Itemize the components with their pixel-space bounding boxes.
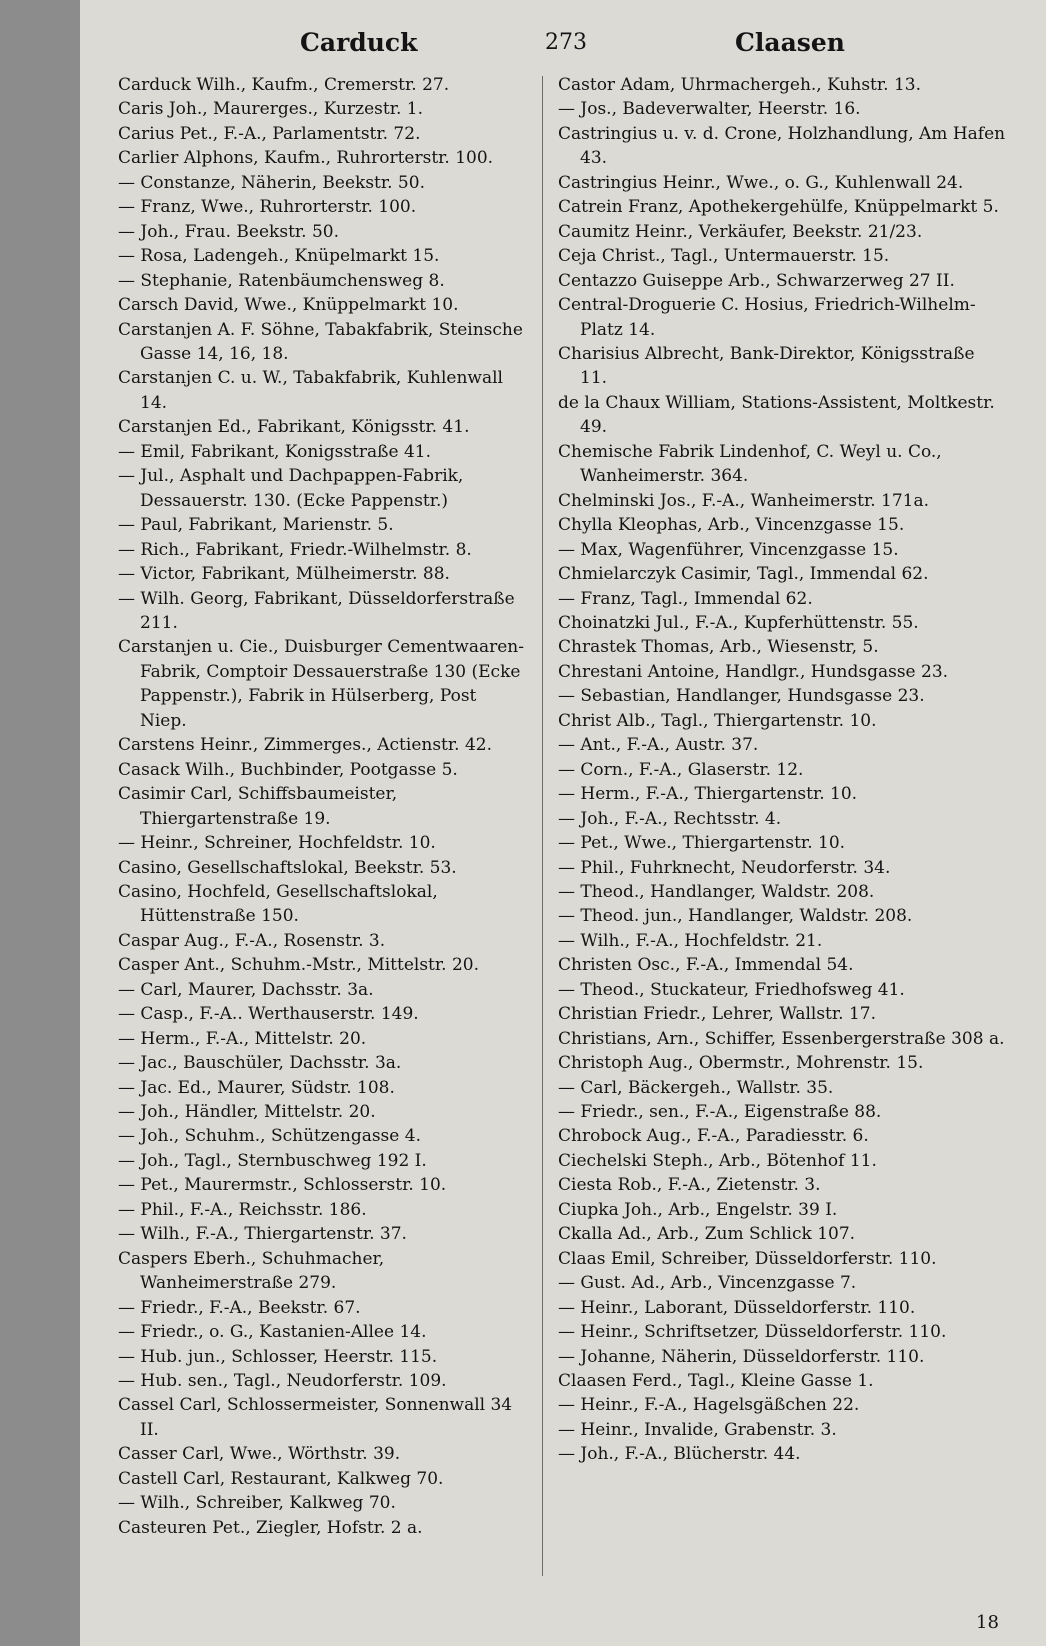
directory-entry: — Phil., F.-A., Reichsstr. 186. — [118, 1199, 367, 1220]
directory-entry: Ciupka Joh., Arb., Engelstr. 39 I. — [558, 1199, 838, 1220]
directory-entry: — Gust. Ad., Arb., Vincenzgasse 7. — [558, 1273, 857, 1294]
directory-entry: — Friedr., sen., F.-A., Eigenstraße 88. — [558, 1102, 882, 1123]
directory-entry: — Heinr., Laborant, Düsseldorferstr. 110. — [558, 1297, 916, 1318]
directory-entry: Carstanjen Ed., Fabrikant, Königsstr. 41. — [118, 417, 470, 438]
directory-entry: — Casp., F.-A.. Werthauserstr. 149. — [118, 1004, 419, 1025]
directory-entry: Casper Ant., Schuhm.-Mstr., Mittelstr. 20. — [118, 955, 479, 976]
signature-mark: 18 — [976, 1612, 999, 1633]
directory-entry: Ciesta Rob., F.-A., Zietenstr. 3. — [558, 1175, 821, 1196]
directory-entry: Chylla Kleophas, Arb., Vincenzgasse 15. — [558, 515, 905, 536]
directory-entry: Christians, Arn., Schiffer, Essenbergerstraße 308 a. — [558, 1028, 1005, 1049]
directory-entry: — Ant., F.-A., Austr. 37. — [558, 735, 759, 756]
directory-entry: Centazzo Guiseppe Arb., Schwarzerweg 27 II. — [558, 270, 955, 291]
directory-entry: — Constanze, Näherin, Beekstr. 50. — [118, 172, 425, 193]
directory-entry: Carius Pet., F.-A., Parlamentstr. 72. — [118, 123, 421, 144]
directory-entry: — Jac., Bauschüler, Dachsstr. 3a. — [118, 1053, 402, 1074]
directory-entry: — Rosa, Ladengeh., Knüpelmarkt 15. — [118, 246, 440, 267]
directory-entry: Casack Wilh., Buchbinder, Pootgasse 5. — [118, 759, 458, 780]
directory-entry: — Jac. Ed., Maurer, Südstr. 108. — [118, 1077, 395, 1098]
directory-entry: — Heinr., Schriftsetzer, Düsseldorferstr. 110. — [558, 1322, 947, 1343]
directory-entry: Choinatzki Jul., F.-A., Kupferhüttenstr. 55. — [558, 612, 919, 633]
directory-entry: Ciechelski Steph., Arb., Bötenhof 11. — [558, 1150, 877, 1171]
directory-entry: — Wilh. Georg, Fabrikant, Düsseldorferstraße 211. — [118, 588, 515, 633]
header-right-catchword: Claasen — [735, 28, 845, 57]
directory-entry: — Pet., Wwe., Thiergartenstr. 10. — [558, 833, 846, 854]
directory-entry: Castringius u. v. d. Crone, Holzhandlung, Am Hafen 43. — [558, 123, 1006, 169]
directory-entry: Castell Carl, Restaurant, Kalkweg 70. — [118, 1468, 444, 1489]
directory-entry: Castringius Heinr., Wwe., o. G., Kuhlenwall 24. — [558, 172, 964, 193]
directory-entry: Catrein Franz, Apothekergehülfe, Knüppelmarkt 5. — [558, 197, 999, 218]
directory-entry: — Joh., Frau. Beekstr. 50. — [118, 221, 339, 242]
directory-entry: Christoph Aug., Obermstr., Mohrenstr. 15. — [558, 1053, 924, 1074]
directory-entry: — Rich., Fabrikant, Friedr.-Wilhelmstr. 8. — [118, 539, 472, 560]
directory-entry: Carduck Wilh., Kaufm., Cremerstr. 27. — [118, 75, 450, 95]
directory-entry: Carstanjen A. F. Söhne, Tabakfabrik, Steinsche Gasse 14, 16, 18. — [118, 319, 523, 364]
directory-entry: Carstens Heinr., Zimmerges., Actienstr. 42. — [118, 735, 492, 756]
directory-entry: Charisius Albrecht, Bank-Direktor, Königsstraße 11. — [558, 343, 975, 389]
directory-entry: Claasen Ferd., Tagl., Kleine Gasse 1. — [558, 1371, 874, 1392]
directory-entry: — Joh., Tagl., Sternbuschweg 192 I. — [118, 1150, 427, 1171]
directory-entry: — Wilh., F.-A., Thiergartenstr. 37. — [118, 1224, 407, 1245]
directory-entry: — Franz, Tagl., Immendal 62. — [558, 588, 813, 609]
directory-entry: — Herm., F.-A., Thiergartenstr. 10. — [558, 784, 858, 805]
directory-entry: — Stephanie, Ratenbäumchensweg 8. — [118, 270, 445, 291]
directory-entry: — Max, Wagenführer, Vincenzgasse 15. — [558, 539, 899, 560]
directory-entry: Caumitz Heinr., Verkäufer, Beekstr. 21/23. — [558, 221, 923, 242]
column-divider — [542, 76, 543, 1576]
directory-entry: — Johanne, Näherin, Düsseldorferstr. 110. — [558, 1346, 925, 1367]
directory-entry: Casteuren Pet., Ziegler, Hofstr. 2 a. — [118, 1517, 423, 1538]
header-left-catchword: Carduck — [300, 28, 418, 57]
directory-entry: Castor Adam, Uhrmachergeh., Kuhstr. 13. — [558, 75, 921, 95]
directory-entry: — Joh., Händler, Mittelstr. 20. — [118, 1102, 376, 1123]
directory-entry: Christian Friedr., Lehrer, Wallstr. 17. — [558, 1004, 876, 1025]
directory-entry: Casimir Carl, Schiffsbaumeister, Thiergartenstraße 19. — [118, 784, 398, 829]
page-header — [80, 28, 1046, 68]
directory-page — [80, 0, 1046, 1646]
directory-entry: Ckalla Ad., Arb., Zum Schlick 107. — [558, 1224, 856, 1245]
directory-entry: Casino, Gesellschaftslokal, Beekstr. 53. — [118, 857, 457, 878]
directory-entry: — Corn., F.-A., Glaserstr. 12. — [558, 759, 804, 780]
directory-entry: — Theod. jun., Handlanger, Waldstr. 208. — [558, 906, 913, 927]
directory-entry: — Carl, Maurer, Dachsstr. 3a. — [118, 979, 374, 1000]
directory-entry: — Herm., F.-A., Mittelstr. 20. — [118, 1028, 367, 1049]
directory-entry: — Heinr., Invalide, Grabenstr. 3. — [558, 1419, 837, 1440]
directory-entry: — Carl, Bäckergeh., Wallstr. 35. — [558, 1077, 834, 1098]
directory-entry: Carstanjen u. Cie., Duisburger Cementwaaren-Fabrik, Comptoir Dessauerstraße 130 (Ecke Pappenstr.), Fabrik in Hülserberg, Post Niep. — [118, 637, 524, 731]
directory-entry: Casino, Hochfeld, Gesellschaftslokal, Hüttenstraße 150. — [118, 881, 438, 927]
directory-entry: — Theod., Handlanger, Waldstr. 208. — [558, 881, 875, 902]
directory-entry: Caspar Aug., F.-A., Rosenstr. 3. — [118, 930, 386, 951]
directory-entry: — Heinr., Schreiner, Hochfeldstr. 10. — [118, 833, 436, 854]
right-column — [558, 73, 1006, 1613]
page-number: 273 — [545, 30, 587, 55]
directory-entry: Carlier Alphons, Kaufm., Ruhrorterstr. 100. — [118, 148, 494, 169]
directory-entry: Cassel Carl, Schlossermeister, Sonnenwall 34 II. — [118, 1395, 513, 1440]
directory-entry: Caris Joh., Maurerges., Kurzestr. 1. — [118, 99, 423, 120]
directory-entry: Carsch David, Wwe., Knüppelmarkt 10. — [118, 295, 459, 316]
directory-entry: — Jos., Badeverwalter, Heerstr. 16. — [558, 99, 861, 120]
directory-entry: Chrastek Thomas, Arb., Wiesenstr, 5. — [558, 637, 879, 658]
directory-entry: — Sebastian, Handlanger, Hundsgasse 23. — [558, 686, 925, 707]
directory-entry: Claas Emil, Schreiber, Düsseldorferstr. 110. — [558, 1248, 937, 1269]
directory-entry: Central-Droguerie C. Hosius, Friedrich-Wilhelm-Platz 14. — [558, 295, 976, 340]
directory-entry: Chelminski Jos., F.-A., Wanheimerstr. 171a. — [558, 490, 930, 511]
directory-entry: — Phil., Fuhrknecht, Neudorferstr. 34. — [558, 857, 891, 878]
directory-entry: Chmielarczyk Casimir, Tagl., Immendal 62. — [558, 564, 929, 585]
directory-entry: de la Chaux William, Stations-Assistent, Moltkestr. 49. — [558, 392, 995, 438]
directory-entry: — Theod., Stuckateur, Friedhofsweg 41. — [558, 979, 905, 1000]
directory-entry: — Hub. jun., Schlosser, Heerstr. 115. — [118, 1346, 438, 1367]
directory-entry: — Emil, Fabrikant, Konigsstraße 41. — [118, 441, 432, 462]
directory-entry: — Pet., Maurermstr., Schlosserstr. 10. — [118, 1175, 447, 1196]
directory-entry: Chrobock Aug., F.-A., Paradiesstr. 6. — [558, 1126, 869, 1147]
directory-entry: — Jul., Asphalt und Dachpappen-Fabrik, Dessauerstr. 130. (Ecke Pappenstr.) — [118, 466, 464, 511]
directory-entry: — Hub. sen., Tagl., Neudorferstr. 109. — [118, 1371, 447, 1392]
directory-entry: Casser Carl, Wwe., Wörthstr. 39. — [118, 1444, 401, 1465]
directory-entry: — Wilh., Schreiber, Kalkweg 70. — [118, 1493, 396, 1514]
directory-entry: — Paul, Fabrikant, Marienstr. 5. — [118, 515, 394, 536]
directory-entry: — Joh., F.-A., Blücherstr. 44. — [558, 1444, 801, 1465]
directory-entry: Caspers Eberh., Schuhmacher, Wanheimerstraße 279. — [118, 1248, 385, 1294]
directory-entry: — Friedr., F.-A., Beekstr. 67. — [118, 1297, 361, 1318]
directory-entry: Chemische Fabrik Lindenhof, C. Weyl u. Co., Wanheimerstr. 364. — [558, 441, 942, 487]
directory-entry: Ceja Christ., Tagl., Untermauerstr. 15. — [558, 246, 890, 267]
directory-entry: — Heinr., F.-A., Hagelsgäßchen 22. — [558, 1395, 860, 1416]
directory-entry: Chrestani Antoine, Handlgr., Hundsgasse 23. — [558, 661, 949, 682]
left-column — [118, 73, 526, 1613]
directory-entry: Christ Alb., Tagl., Thiergartenstr. 10. — [558, 710, 877, 731]
directory-entry: — Joh., F.-A., Rechtsstr. 4. — [558, 808, 782, 829]
directory-entry: — Friedr., o. G., Kastanien-Allee 14. — [118, 1322, 427, 1343]
directory-entry: — Joh., Schuhm., Schützengasse 4. — [118, 1126, 421, 1147]
directory-entry: Carstanjen C. u. W., Tabakfabrik, Kuhlenwall 14. — [118, 368, 503, 413]
directory-entry: — Wilh., F.-A., Hochfeldstr. 21. — [558, 930, 823, 951]
directory-entry: Christen Osc., F.-A., Immendal 54. — [558, 955, 854, 976]
directory-entry: — Franz, Wwe., Ruhrorterstr. 100. — [118, 197, 417, 218]
directory-entry: — Victor, Fabrikant, Mülheimerstr. 88. — [118, 564, 450, 585]
